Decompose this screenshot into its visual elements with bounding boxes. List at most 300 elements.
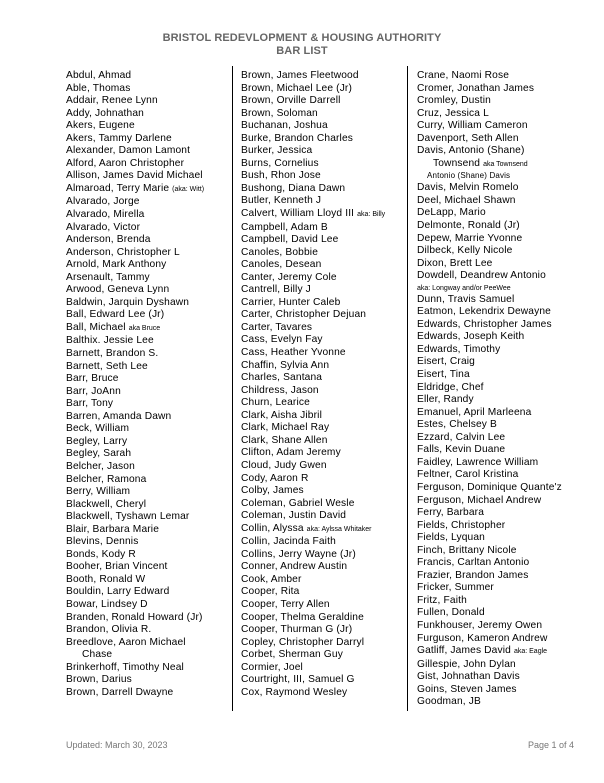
person-name: Arsenault, Tammy: [66, 271, 150, 283]
person-name: Crane, Naomi Rose: [417, 70, 510, 81]
bar-list-entry: [66, 599, 226, 612]
bar-list-entry: [417, 570, 597, 583]
person-name: Feltner, Carol Kristina: [417, 469, 519, 481]
person-name: Buchanan, Joshua: [241, 120, 328, 132]
person-name: Copley, Christopher Darryl: [241, 636, 365, 648]
name-column-3: [417, 70, 597, 709]
person-name: Depew, Marrie Yvonne: [417, 232, 523, 244]
bar-list-entry: [417, 120, 597, 133]
person-name: Brown, Soloman: [241, 107, 318, 119]
bar-list-entry: [417, 545, 597, 558]
bar-list-entry: [241, 322, 406, 335]
bar-list-entry: [417, 684, 597, 697]
bar-list-entry: [241, 498, 406, 511]
bar-list-entry: [66, 624, 226, 637]
bar-list-entry: [241, 574, 406, 587]
bar-list-entry: [241, 247, 406, 260]
bar-list-entry: [241, 70, 406, 83]
bar-list-entry: [66, 297, 226, 310]
bar-list-entry: [417, 495, 597, 508]
bar-list-entry: [417, 233, 597, 246]
bar-list-entry: [66, 170, 226, 183]
person-name: Coleman, Gabriel Wesle: [241, 497, 355, 509]
person-name: Begley, Larry: [66, 435, 128, 447]
person-name: Blair, Barbara Marie: [66, 523, 160, 535]
person-name: Alvarado, Jorge: [66, 196, 140, 208]
bar-list-entry: [66, 348, 226, 361]
person-name: Curry, William Cameron: [417, 120, 528, 132]
bar-list-entry: [241, 599, 406, 612]
document-title: BRISTOL REDEVLOPMENT & HOUSING AUTHORITY: [162, 32, 442, 44]
bar-list-entry: [241, 360, 406, 373]
bar-list-entry: [417, 133, 597, 146]
person-name: Ferguson, Michael Andrew: [417, 494, 542, 506]
bar-list-entry: [417, 70, 597, 83]
person-name: Delmonte, Ronald (Jr): [417, 220, 520, 232]
person-name: Cass, Evelyn Fay: [241, 334, 323, 346]
person-name: Churn, Learice: [241, 397, 310, 409]
bar-list-entry: [417, 245, 597, 258]
person-name: Deel, Michael Shawn: [417, 194, 516, 206]
bar-list-entry: [417, 595, 597, 608]
person-name: Cooper, Thelma Geraldine: [241, 611, 364, 623]
bar-list-entry: [66, 586, 226, 599]
bar-list-entry-continued: [417, 283, 597, 293]
person-name: Alvarado, Victor: [66, 221, 141, 233]
bar-list-entry: [241, 259, 406, 272]
bar-list-entry: [66, 83, 226, 96]
bar-list-entry: [417, 671, 597, 684]
document-header: [0, 32, 604, 58]
bar-list-entry: [241, 687, 406, 700]
person-name: Barr, Tony: [66, 398, 114, 410]
bar-list-entry: [241, 170, 406, 183]
person-name: Campbell, David Lee: [241, 234, 339, 246]
person-name: Burker, Jessica: [241, 145, 313, 157]
person-name: Cruz, Jessica L: [417, 107, 489, 119]
bar-list-entry: [241, 523, 406, 537]
bar-list-entry: [66, 674, 226, 687]
person-name: Arnold, Mark Anthony: [66, 259, 167, 271]
bar-list-entry: [66, 423, 226, 436]
person-name: Blackwell, Cheryl: [66, 498, 147, 510]
person-name: Blevins, Dennis: [66, 536, 139, 548]
bar-list-entry: [241, 674, 406, 687]
person-name: Butler, Kenneth J: [241, 195, 322, 207]
alias-note: aka: Eagle: [513, 648, 548, 656]
person-name: Ball, Edward Lee (Jr): [66, 309, 165, 321]
bar-list-entry: [66, 687, 226, 700]
bar-list-entry: [417, 356, 597, 369]
person-name: DeLapp, Mario: [417, 207, 486, 219]
person-name: Brandon, Olivia R.: [66, 624, 152, 636]
bar-list-entry: [66, 524, 226, 537]
bar-list-entry: [66, 386, 226, 399]
person-name: Edwards, Christopher James: [417, 318, 552, 330]
alias-note: aka Bruce: [128, 324, 161, 332]
person-name: Collins, Jerry Wayne (Jr): [241, 548, 356, 560]
bar-list-entry: [417, 532, 597, 545]
person-name: Dunn, Travis Samuel: [417, 293, 515, 305]
bar-list-entry: [417, 382, 597, 395]
bar-list-entry: [66, 499, 226, 512]
bar-list-entry: [66, 133, 226, 146]
bar-list-entry: [417, 620, 597, 633]
bar-list-entry: [417, 407, 597, 420]
bar-list-entry: [66, 373, 226, 386]
bar-list-entry: [417, 482, 597, 495]
person-name: Calvert, William Lloyd III: [241, 208, 355, 220]
person-name: Cooper, Thurman G (Jr): [241, 624, 353, 636]
bar-list-entry: [417, 444, 597, 457]
person-name: Clark, Aisha Jibril: [241, 409, 322, 421]
person-name: Frazier, Brandon James: [417, 569, 529, 581]
person-name: Fullen, Donald: [417, 607, 485, 619]
person-name: Edwards, Timothy: [417, 343, 501, 355]
bar-list-entry: [417, 294, 597, 307]
alias-note: aka: Billy: [357, 211, 386, 219]
person-name: Belcher, Ramona: [66, 473, 147, 485]
alias-note: Antonio (Shane) Davis: [427, 171, 511, 181]
bar-list-entry: [66, 234, 226, 247]
person-name: Gist, Johnathan Davis: [417, 671, 520, 683]
person-name: Campbell, Adam B: [241, 221, 328, 233]
bar-list-entry: [66, 209, 226, 222]
person-name: Eisert, Craig: [417, 356, 475, 368]
person-name: Brinkerhoff, Timothy Neal: [66, 661, 184, 673]
person-name: Corbet, Sherman Guy: [241, 649, 343, 661]
bar-list-entry: [66, 361, 226, 374]
bar-list-entry: [417, 306, 597, 319]
bar-list-entry: [417, 633, 597, 646]
bar-list-entry-continued: [417, 171, 597, 181]
person-name: Furguson, Kameron Andrew: [417, 632, 548, 644]
person-name: Breedlove, Aaron Michael: [66, 636, 186, 648]
person-name: Balthix. Jessie Lee: [66, 335, 154, 347]
bar-list-entry: [241, 195, 406, 208]
bar-list-entry: [66, 637, 226, 650]
person-name: Anderson, Christopher L: [66, 246, 180, 258]
person-name-continued: Townsend: [433, 157, 481, 169]
bar-list-entry-continued: [66, 649, 226, 662]
person-name: Addair, Renee Lynn: [66, 95, 158, 107]
person-name: Cantrell, Billy J: [241, 284, 311, 296]
person-name: Chaffin, Sylvia Ann: [241, 359, 330, 371]
bar-list-entry: [417, 394, 597, 407]
document-subtitle: BAR LIST: [276, 45, 328, 57]
column-divider: [407, 66, 408, 711]
person-name: Baldwin, Jarquin Dyshawn: [66, 296, 190, 308]
bar-list-entry: [241, 133, 406, 146]
person-name: Gillespie, John Dylan: [417, 658, 516, 670]
bar-list-entry-continued: [417, 158, 597, 172]
bar-list-entry: [66, 183, 226, 197]
person-name: Courtright, III, Samuel G: [241, 674, 355, 686]
bar-list-entry: [417, 696, 597, 709]
bar-list-entry: [241, 272, 406, 285]
person-name: Arwood, Geneva Lynn: [66, 284, 170, 296]
person-name: Alvarado, Mirella: [66, 209, 145, 221]
bar-list-entry: [66, 272, 226, 285]
person-name: Eisert, Tina: [417, 369, 470, 381]
person-name: Anderson, Brenda: [66, 234, 151, 246]
person-name: Canoles, Desean: [241, 259, 322, 271]
person-name: Cooper, Rita: [241, 586, 300, 598]
bar-list-entry: [241, 158, 406, 171]
bar-list-entry: [417, 469, 597, 482]
bar-list-entry: [241, 397, 406, 410]
bar-list-entry: [66, 398, 226, 411]
bar-list-entry: [66, 612, 226, 625]
person-name: Able, Thomas: [66, 82, 131, 94]
bar-list-entry: [241, 485, 406, 498]
person-name: Ball, Michael: [66, 321, 126, 333]
bar-list-entry: [66, 486, 226, 499]
bar-list-entry: [241, 536, 406, 549]
person-name: Goins, Steven James: [417, 683, 517, 695]
person-name: Carter, Tavares: [241, 321, 313, 333]
person-name: Goodman, JB: [417, 696, 481, 708]
bar-list-entry: [417, 220, 597, 233]
person-name: Charles, Santana: [241, 372, 323, 384]
person-name: Canter, Jeremy Cole: [241, 271, 337, 283]
bar-list-entry: [417, 432, 597, 445]
person-name: Dilbeck, Kelly Nicole: [417, 245, 513, 257]
person-name: Davis, Antonio (Shane): [417, 145, 525, 157]
name-column-1: [66, 70, 226, 699]
bar-list-entry: [417, 344, 597, 357]
person-name: Bouldin, Larry Edward: [66, 586, 170, 598]
bar-list-entry: [66, 108, 226, 121]
bar-list-entry: [417, 258, 597, 271]
person-name: Emanuel, April Marleena: [417, 406, 532, 418]
bar-list-entry: [241, 183, 406, 196]
name-column-2: [241, 70, 406, 699]
bar-list-entry: [241, 662, 406, 675]
bar-list-entry: [241, 586, 406, 599]
bar-list-entry: [241, 83, 406, 96]
person-name: Begley, Sarah: [66, 448, 132, 460]
bar-list-entry: [66, 222, 226, 235]
bar-list-entry: [241, 460, 406, 473]
person-name: Estes, Chelsey B: [417, 419, 497, 431]
person-name: Brown, Orville Darrell: [241, 95, 341, 107]
person-name: Cass, Heather Yvonne: [241, 347, 346, 359]
bar-list-entry: [66, 549, 226, 562]
bar-list-entry: [241, 334, 406, 347]
person-name: Childress, Jason: [241, 384, 319, 396]
alias-note: aka: Longway and/or PeeWee: [417, 284, 511, 292]
bar-list-entry: [241, 309, 406, 322]
bar-list-entry: [417, 659, 597, 672]
bar-list-entry: [241, 422, 406, 435]
person-name: Alford, Aaron Christopher: [66, 157, 185, 169]
person-name: Edwards, Joseph Keith: [417, 331, 525, 343]
person-name: Cooper, Terry Allen: [241, 598, 330, 610]
person-name: Almaroad, Terry Marie: [66, 182, 170, 194]
bar-list-entry: [417, 195, 597, 208]
person-name: Clark, Michael Ray: [241, 422, 330, 434]
person-name: Addy, Johnathan: [66, 107, 144, 119]
person-name: Collin, Alyssa: [241, 522, 304, 534]
person-name: Fritz, Faith: [417, 594, 467, 606]
person-name: Bushong, Diana Dawn: [241, 182, 346, 194]
person-name: Ferry, Barbara: [417, 507, 485, 519]
person-name: Ezzard, Calvin Lee: [417, 431, 506, 443]
bar-list-entry: [241, 473, 406, 486]
person-name: Barr, Bruce: [66, 373, 119, 385]
bar-list-entry: [417, 645, 597, 659]
bar-list-entry: [241, 435, 406, 448]
bar-list-entry: [66, 247, 226, 260]
bar-list-entry: [241, 297, 406, 310]
bar-list-entry: [417, 182, 597, 195]
person-name: Francis, Carltan Antonio: [417, 557, 530, 569]
person-name: Booher, Brian Vincent: [66, 561, 168, 573]
person-name: Alexander, Damon Lamont: [66, 145, 191, 157]
person-name: Bowar, Lindsey D: [66, 598, 148, 610]
bar-list-entry: [66, 511, 226, 524]
bar-list-entry: [241, 284, 406, 297]
bar-list-entry: [241, 510, 406, 523]
bar-list-entry: [241, 145, 406, 158]
person-name: Fricker, Summer: [417, 582, 494, 594]
bar-list-entry: [241, 624, 406, 637]
person-name: Coleman, Justin David: [241, 510, 347, 522]
bar-list-entry: [66, 95, 226, 108]
bar-list-entry: [417, 108, 597, 121]
bar-list-entry: [241, 612, 406, 625]
bar-list-entry: [417, 331, 597, 344]
person-name: Cromer, Jonathan James: [417, 82, 535, 94]
bar-list-entry: [417, 207, 597, 220]
person-name: Brown, Darius: [66, 674, 132, 686]
bar-list-entry: [241, 410, 406, 423]
person-name: Burke, Brandon Charles: [241, 132, 354, 144]
bar-list-entry: [417, 145, 597, 158]
person-name: Belcher, Jason: [66, 460, 135, 472]
person-name: Burns, Cornelius: [241, 157, 319, 169]
bar-list-entry: [241, 234, 406, 247]
bar-list-entry: [66, 145, 226, 158]
person-name-continued: Chase: [82, 649, 113, 661]
person-name: Finch, Brittany Nicole: [417, 544, 517, 556]
bar-list-entry: [66, 474, 226, 487]
bar-list-entry: [417, 520, 597, 533]
bar-list-entry: [241, 95, 406, 108]
bar-list-entry: [241, 108, 406, 121]
bar-list-entry: [66, 309, 226, 322]
person-name: Davis, Melvin Romelo: [417, 182, 519, 194]
bar-list-entry: [66, 436, 226, 449]
bar-list-entry: [417, 369, 597, 382]
person-name: Eldridge, Chef: [417, 381, 484, 393]
bar-list-entry: [66, 411, 226, 424]
person-name: Fields, Lyquan: [417, 532, 485, 544]
person-name: Blackwell, Tyshawn Lemar: [66, 511, 190, 523]
bar-list-entry: [66, 120, 226, 133]
person-name: Davenport, Seth Allen: [417, 132, 519, 144]
person-name: Branden, Ronald Howard (Jr): [66, 611, 203, 623]
bar-list-entry: [66, 561, 226, 574]
person-name: Gatliff, James David: [417, 645, 511, 657]
person-name: Canoles, Bobbie: [241, 246, 319, 258]
alias-note: aka: Aylssa Whitaker: [306, 525, 372, 533]
person-name: Akers, Tammy Darlene: [66, 132, 172, 144]
person-name: Ferguson, Dominique Quante'z: [417, 481, 562, 493]
person-name: Bonds, Kody R: [66, 548, 136, 560]
bar-list-entry: [417, 557, 597, 570]
person-name: Cook, Amber: [241, 573, 302, 585]
person-name: Brown, Darrell Dwayne: [66, 686, 174, 698]
person-name: Beck, William: [66, 423, 130, 435]
person-name: Cloud, Judy Gwen: [241, 459, 327, 471]
person-name: Clifton, Adam Jeremy: [241, 447, 341, 459]
person-name: Barnett, Seth Lee: [66, 360, 148, 372]
bar-list-entry: [417, 507, 597, 520]
bar-list-entry: [66, 448, 226, 461]
bar-list-entry: [241, 637, 406, 650]
alias-note: aka Townsend: [483, 160, 528, 168]
bar-list-entry: [66, 70, 226, 83]
person-name: Faidley, Lawrence William: [417, 456, 539, 468]
bar-list-entry: [66, 536, 226, 549]
bar-list-entry: [241, 561, 406, 574]
person-name: Abdul, Ahmad: [66, 70, 132, 81]
bar-list-entry: [417, 582, 597, 595]
person-name: Conner, Andrew Austin: [241, 561, 348, 573]
person-name: Falls, Kevin Duane: [417, 444, 506, 456]
person-name: Brown, James Fleetwood: [241, 70, 359, 81]
bar-list-entry: [66, 284, 226, 297]
bar-list-entry: [66, 322, 226, 336]
bar-list-entry: [417, 419, 597, 432]
person-name: Barr, JoAnn: [66, 385, 121, 397]
bar-list-entry: [241, 120, 406, 133]
person-name: Carrier, Hunter Caleb: [241, 296, 341, 308]
bar-list-entry: [66, 662, 226, 675]
bar-list-entry: [66, 259, 226, 272]
bar-list-entry: [417, 95, 597, 108]
bar-list-entry: [241, 222, 406, 235]
person-name: Barnett, Brandon S.: [66, 348, 159, 360]
updated-date: Updated: March 30, 2023: [66, 740, 168, 750]
alias-note: (aka: Witt): [172, 185, 205, 193]
bar-list-entry: [241, 347, 406, 360]
bar-list-entry: [66, 158, 226, 171]
person-name: Funkhouser, Jeremy Owen: [417, 619, 543, 631]
person-name: Dowdell, Deandrew Antonio: [417, 270, 546, 282]
bar-list-entry: [241, 447, 406, 460]
bar-list-entry: [241, 385, 406, 398]
bar-list-entry: [417, 270, 597, 283]
person-name: Cody, Aaron R: [241, 472, 309, 484]
person-name: Barren, Amanda Dawn: [66, 410, 172, 422]
bar-list-entry: [66, 335, 226, 348]
bar-list-entry: [241, 649, 406, 662]
bar-list-entry: [241, 549, 406, 562]
person-name: Clark, Shane Allen: [241, 434, 328, 446]
person-name: Akers, Eugene: [66, 120, 135, 132]
person-name: Cormier, Joel: [241, 661, 303, 673]
bar-list-entry: [66, 574, 226, 587]
person-name: Berry, William: [66, 486, 131, 498]
bar-list-entry: [417, 457, 597, 470]
bar-list-entry: [66, 461, 226, 474]
person-name: Brown, Michael Lee (Jr): [241, 82, 353, 94]
person-name: Booth, Ronald W: [66, 573, 146, 585]
person-name: Eller, Randy: [417, 394, 474, 406]
